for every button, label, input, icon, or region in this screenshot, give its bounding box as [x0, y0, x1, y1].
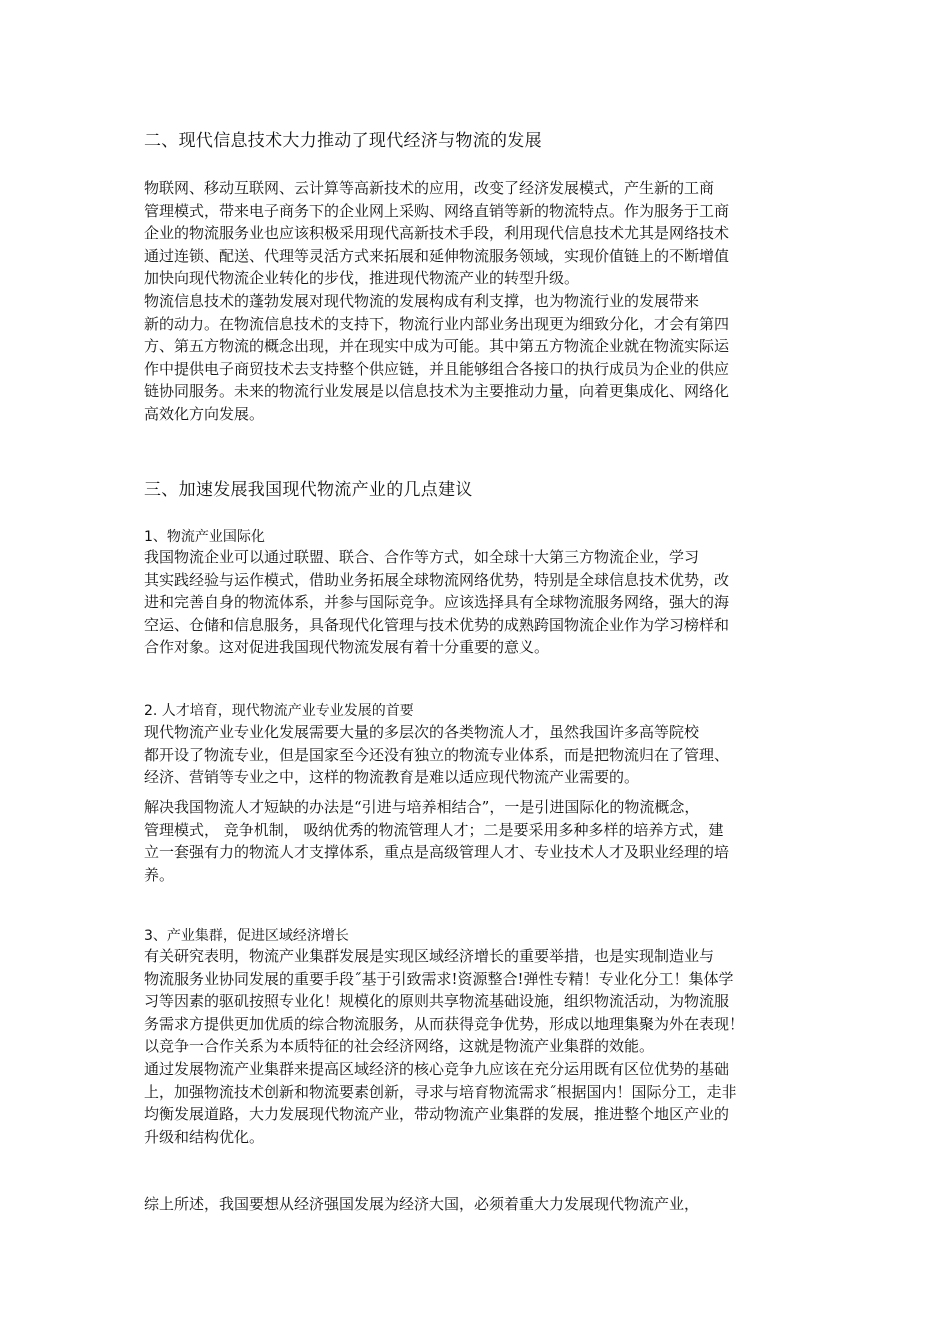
subsection-3-paragraph-1 — [144, 945, 814, 1058]
text-line: 管理模式，带来电子商务下的企业网上采购、网络直销等新的物流特点。作为服务于工商 — [144, 201, 730, 220]
subsection-1-title: 1、物流产业国际化 — [144, 529, 265, 545]
text-line: 均衡发展道路，大力发展现代物流产业，带动物流产业集群的发展，推进整个地区产业的 — [144, 1105, 730, 1124]
text-line: 新的动力。在物流信息技术的支持下，物流行业内部业务出现更为细致分化，才会有第四 — [144, 314, 730, 333]
text-line: 现代物流产业专业化发展需要大量的多层次的各类物流人才，虽然我国许多高等院校 — [144, 723, 700, 741]
section-2-paragraph-2 — [144, 290, 814, 426]
section-2-heading: 二、现代信息技术大力推动了现代经济与物流的发展 — [144, 131, 542, 151]
text-line: 企业的物流服务业也应该积极采用现代高新技术手段，利用现代信息技术尤其是网络技术 — [144, 224, 730, 243]
text-line: 链协同服务。未来的物流行业发展是以信息技术为主要推动力量，向着更集成化、网络化 — [144, 382, 730, 401]
text-line: 加快向现代物流企业转化的步伐，推进现代物流产业的转型升级。 — [144, 269, 580, 288]
text-line: 进和完善自身的物流体系，并参与国际竞争。应该选择具有全球物流服务网络，强大的海 — [144, 593, 730, 612]
text-line: 空运、仓储和信息服务，具备现代化管理与技术优势的成熟跨国物流企业作为学习榜样和 — [144, 615, 730, 634]
text-line: 升级和结构优化。 — [144, 1127, 265, 1146]
subsection-2-paragraph-2 — [144, 796, 814, 886]
subsection-3-title: 3、产业集群，促进区域经济增长 — [144, 928, 349, 944]
text-line: 务需求方提供更加优质的综合物流服务，从而获得竞争优势，形成以地理集聚为外在表现！ — [144, 1014, 745, 1033]
text-line: 上，加强物流技术创新和物流要素创新，寻求与培育物流需求˝根据国内！国际分工，走非 — [144, 1082, 737, 1101]
text-line: 通过连锁、配送、代理等灵活方式来拓展和延伸物流服务领域，实现价值链上的不断增值 — [144, 246, 730, 265]
text-line: 以竞争一合作关系为本质特征的社会经济网络，这就是物流产业集群的效能。 — [144, 1037, 655, 1056]
text-line: 立一套强有力的物流人才支撑体系，重点是高级管理人才、专业技术人才及职业经理的培 — [144, 843, 730, 862]
text-line: 有关研究表明，物流产业集群发展是实现区域经济增长的重要举措，也是实现制造业与 — [144, 947, 715, 965]
text-line: 管理模式， 竞争机制， 吸纳优秀的物流管理人才；二是要采用多种多样的培养方式，建 — [144, 820, 724, 839]
text-line: 习等因素的驱矶按照专业化！规模化的原则共享物流基础设施，组织物流活动，为物流服 — [144, 992, 730, 1011]
section-2-paragraph-1 — [144, 177, 814, 290]
subsection-3-paragraph-2 — [144, 1058, 814, 1148]
text-line: 作中提供电子商贸技术去支持整个供应链，并且能够组合各接口的执行成员为企业的供应 — [144, 359, 730, 378]
text-line: 养。 — [144, 865, 175, 884]
text-line: 方、第五方物流的概念出现，并在现实中成为可能。其中第五方物流企业就在物流实际运 — [144, 337, 730, 356]
text-line: 我国物流企业可以通过联盟、联合、合作等方式，如全球十大第三方物流企业，学习 — [144, 548, 700, 566]
text-line: 合作对象。这对促进我国现代物流发展有着十分重要的意义。 — [144, 638, 550, 657]
text-line: 物联网、移动互联网、云计算等高新技术的应用，改变了经济发展模式，产生新的工商 — [144, 179, 715, 197]
text-line: 都开设了物流专业，但是国家至今还没有独立的物流专业体系，而是把物流归在了管理、 — [144, 745, 730, 764]
conclusion-paragraph — [144, 1193, 814, 1216]
text-line: 通过发展物流产业集群来提高区域经济的核心竞争九应该在充分运用既有区位优势的基础 — [144, 1060, 730, 1078]
text-line: 其实践经验与运作模式，借助业务拓展全球物流网络优势，特别是全球信息技术优势，改 — [144, 570, 730, 589]
subsection-1-paragraph — [144, 546, 814, 659]
text-line: 物流信息技术的蓬勃发展对现代物流的发展构成有利支撑，也为物流行业的发展带来 — [144, 292, 700, 310]
text-line: 解决我国物流人才短缺的办法是“引进与培养相结合”，一是引进国际化的物流概念， — [144, 798, 700, 816]
subsection-2-title: 2. 人才培育，现代物流产业专业发展的首要 — [144, 703, 414, 719]
text-line: 高效化方向发展。 — [144, 404, 265, 423]
subsection-2-paragraph-1 — [144, 721, 814, 789]
section-3-heading: 三、加速发展我国现代物流产业的几点建议 — [144, 480, 473, 500]
text-line: 经济、营销等专业之中，这样的物流教育是难以适应现代物流产业需要的。 — [144, 768, 640, 787]
text-line: 综上所述，我国要想从经济强国发展为经济大国，必须着重大力发展现代物流产业， — [144, 1195, 700, 1213]
text-line: 物流服务业协同发展的重要手段˝基于引致需求!资源整合!弹性专精！专业化分工！集体学 — [144, 969, 734, 988]
